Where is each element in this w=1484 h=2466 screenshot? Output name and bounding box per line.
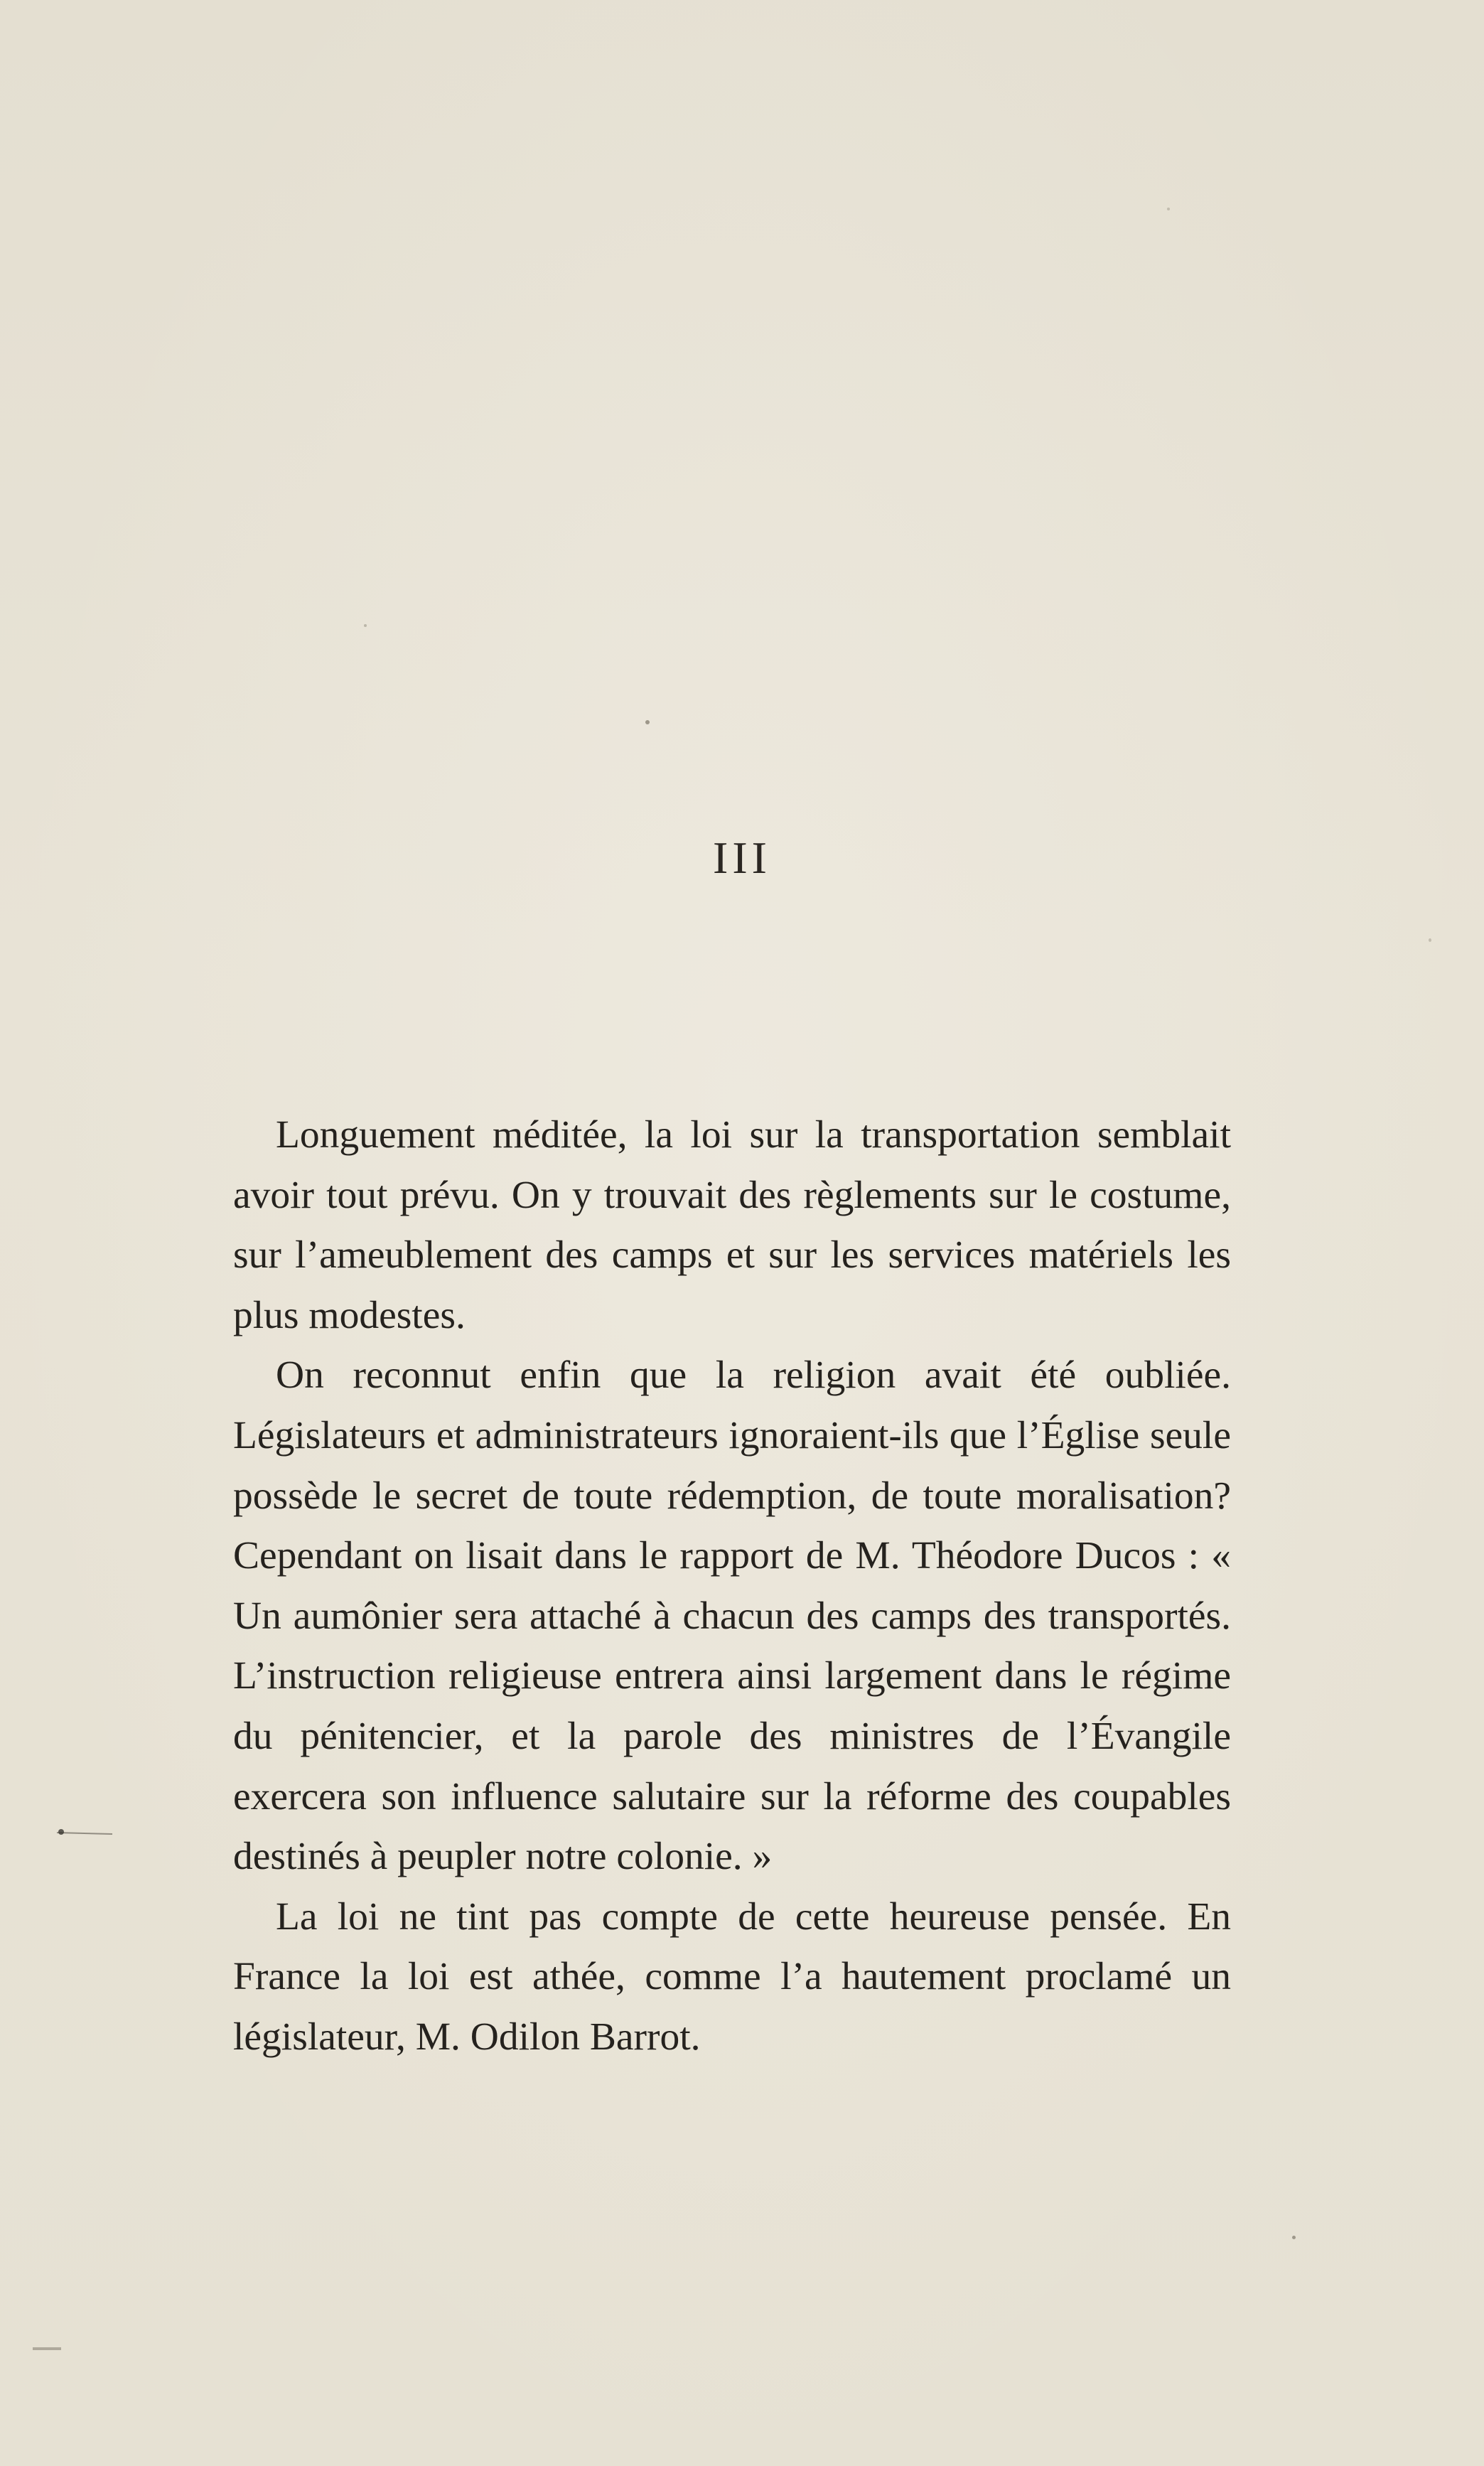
paragraph-1: Longuement méditée, la loi sur la transportation semblait avoir tout prévu. On y trouvait des règlements sur le costume, sur l’ameublement des camps et sur les services matériels les plus modestes. [233,1113,1231,1337]
paragraph-3: La loi ne tint pas compte de cette heureuse pensée. En France la loi est athée, comme l’a hautement proclamé un législateur, M. Odilon Barrot. [233,1894,1231,2059]
margin-pencil-mark [55,1826,114,1840]
chapter-heading: III [713,832,771,883]
paragraph-2: On reconnut enfin que la religion avait été oubliée. Législateurs et administrateurs ignoraient-ils que l’Église seule possède le secret de toute rédemption, de toute moralisation? Cependant on lisait dans le rapport de M. Théodore Ducos : « Un aumônier sera attaché à chacun des camps des transportés. L’instruction religieuse entrera ainsi largement dans le régime du pénitencier, et la parole des ministres de l’Évangile exercera son influence salutaire sur la réforme des coupables destinés à peupler notre colonie. » [233,1353,1231,1879]
chapter-body [233,1105,1231,2068]
edge-mark [33,2347,61,2350]
paper-speck [364,624,367,627]
paper-speck [1292,2236,1296,2239]
paper-speck [1167,208,1170,210]
paper-speck [1429,938,1431,942]
paper-speck [645,720,650,724]
